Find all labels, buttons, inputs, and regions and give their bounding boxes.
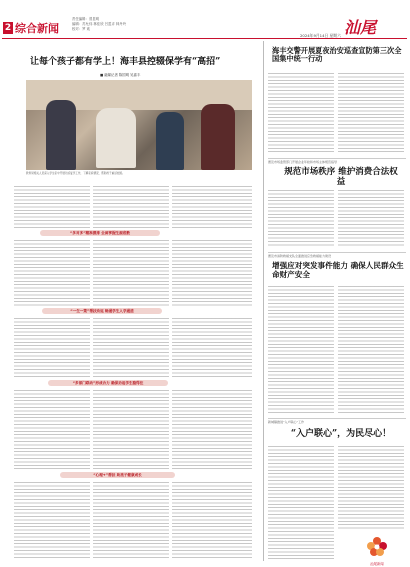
photo-caption: 教育局相关人员深入学生家中开展劝返复学工作，了解家庭情况，帮助孩子重返校园。 (26, 172, 125, 175)
article-text (172, 318, 252, 378)
column-divider (263, 41, 264, 561)
top-rule (2, 38, 407, 39)
article-text (268, 190, 334, 248)
article-text (338, 286, 404, 414)
lead-subhead: “多对多”精准摸排 全面掌握生源底数 (40, 230, 160, 236)
article-text (172, 390, 252, 470)
story1-headline: 海丰交警开展夏夜治安巡查宣防第三次全国集中统一行动 (272, 46, 402, 64)
editor-line: 责任编辑：曾显明 (72, 17, 100, 21)
article-text (14, 390, 90, 470)
article-text (93, 482, 169, 560)
story-divider (268, 418, 406, 419)
article-text (93, 186, 169, 228)
editors-block (72, 17, 126, 32)
article-text (268, 286, 334, 414)
lead-subhead: “心理+”帮扶 助孩子健康成长 (60, 472, 175, 478)
article-text (14, 318, 90, 378)
article-text (93, 390, 169, 470)
editor-line: 校对：罗 欢 (72, 27, 91, 31)
page-number: 2 (4, 23, 12, 33)
lead-byline: ■ 融媒记者 陈国明 吴嘉丰 (100, 73, 141, 77)
story4-kicker: 新城镇推进“入户联心”工作 (268, 420, 305, 424)
story2-kicker: 惠及市场监管部门开展企业年检和市场主体规范指导 (268, 160, 338, 164)
story2-headline: 规范市场秩序 维护消费合法权益 (284, 167, 398, 187)
flower-icon (362, 535, 392, 557)
masthead (0, 0, 410, 40)
article-text (14, 240, 90, 306)
logo-caption: 汕尾新闻 (370, 562, 384, 566)
article-text (14, 482, 90, 560)
article-text (93, 318, 169, 378)
story3-kicker: 惠及市消防救援支队全面推进应急救援能力建设 (268, 254, 332, 258)
story3-headline: 增强应对突发事件能力 确保人民群众生命财产安全 (272, 261, 404, 279)
article-text (93, 240, 169, 306)
newsroom-logo (362, 535, 392, 566)
lead-subhead: “多部门联动”形成合力 确保劝返学生稳得住 (48, 380, 168, 386)
article-text (172, 186, 252, 228)
article-text (14, 186, 90, 228)
article-text (268, 73, 334, 153)
section-title: 综合新闻 (15, 22, 59, 35)
article-text (172, 482, 252, 560)
editor-line: 编辑：苏允伟 林佳欣 吕盈卉 林丹玲 (72, 22, 127, 26)
brand-logo: 汕尾 (344, 18, 377, 37)
article-text (338, 73, 404, 153)
article-text (338, 190, 404, 248)
article-text (268, 446, 334, 560)
dateline: 2024年9月14日 星期六 (300, 33, 341, 38)
story-divider (268, 158, 406, 159)
article-text (172, 240, 252, 306)
story-divider (268, 252, 406, 253)
lead-headline: 让每个孩子都有学上！海丰县控辍保学有“高招” (30, 57, 221, 67)
article-text (338, 446, 404, 530)
story4-headline: “入户联心”，为民尽心！ (290, 429, 392, 439)
lead-photo (26, 80, 252, 170)
lead-subhead: “一生一策”帮扶劝返 畅通学生入学通道 (42, 308, 162, 314)
